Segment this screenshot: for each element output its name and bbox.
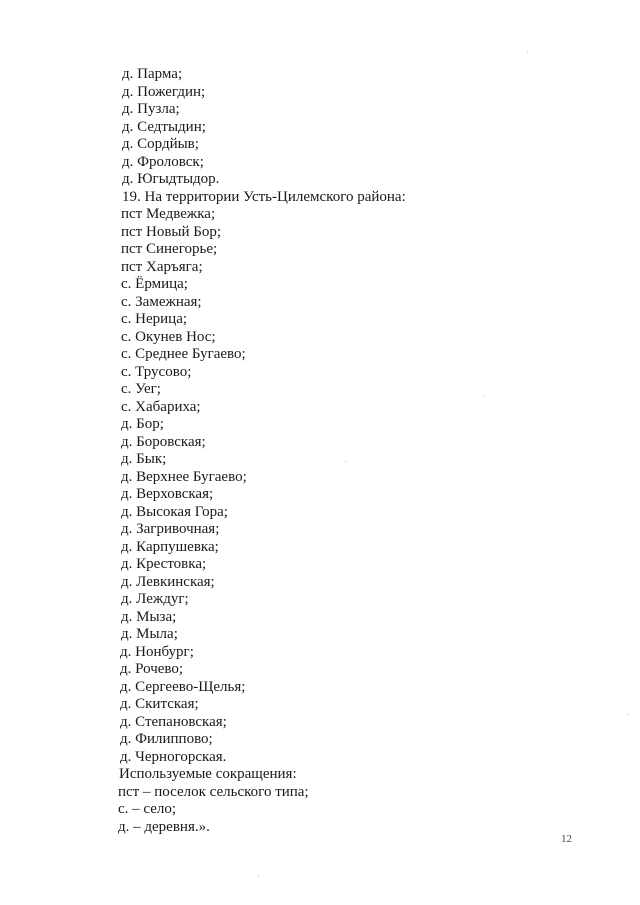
page-number: 12 <box>561 833 572 845</box>
list-item: д. Карпушевка; <box>121 538 219 555</box>
list-item: д. Парма; <box>122 66 183 82</box>
list-item: с. Замежная; <box>121 293 202 310</box>
list-item: д. Сергеево-Щелья; <box>120 678 246 695</box>
list-item: д. Крестовка; <box>121 556 207 572</box>
list-item: д. Пожегдин; <box>122 83 206 100</box>
abbreviation-item: д. – деревня.». <box>118 818 210 835</box>
list-item: пст Синегорье; <box>121 241 218 257</box>
section-heading: 19. На территории Усть-Цилемского района: <box>122 188 406 205</box>
list-item: д. Мыза; <box>121 608 177 625</box>
abbreviation-item: пст – поселок сельского типа; <box>118 783 309 800</box>
list-item: д. Леждуг; <box>121 591 189 607</box>
list-item: д. Левкинская; <box>121 573 215 590</box>
list-item: д. Филиппово; <box>120 731 213 747</box>
scan-speck <box>628 714 629 715</box>
list-item: д. Черногорская. <box>120 748 227 765</box>
list-item: д. Нонбург; <box>120 643 194 660</box>
scan-speck <box>258 876 259 877</box>
abbreviation-item: с. – село; <box>118 801 177 817</box>
list-item: д. Загривочная; <box>121 521 220 537</box>
list-item: пст Медвежка; <box>121 206 216 222</box>
list-item: с. Уег; <box>121 381 161 397</box>
list-item: д. Верховская; <box>121 486 214 502</box>
list-item: д. Скитская; <box>120 696 199 712</box>
list-item: с. Хабариха; <box>121 398 201 415</box>
abbreviations-heading: Используемые сокращения: <box>119 766 297 782</box>
list-item: д. Мыла; <box>121 626 178 642</box>
list-item: с. Окунев Нос; <box>121 328 216 345</box>
list-item: пст Новый Бор; <box>121 223 222 240</box>
list-item: д. Бык; <box>121 451 167 467</box>
list-item: с. Нерица; <box>121 311 188 327</box>
list-item: д. Пузла; <box>122 101 180 117</box>
list-item: д. Бор; <box>121 416 164 432</box>
scan-speck <box>527 52 528 53</box>
list-item: с. Среднее Бугаево; <box>121 346 246 362</box>
list-item: пст Харъяга; <box>121 258 203 275</box>
list-item: д. Фроловск; <box>122 153 204 170</box>
list-item: д. Сордйыв; <box>122 136 199 152</box>
list-item: д. Югыдтыдор. <box>122 171 220 187</box>
list-item: д. Седтыдин; <box>122 118 206 135</box>
list-item: д. Высокая Гора; <box>121 503 228 520</box>
list-item: д. Верхнее Бугаево; <box>121 468 247 485</box>
list-item: с. Ёрмица; <box>121 276 188 292</box>
list-item: д. Рочево; <box>120 661 184 677</box>
scan-speck <box>484 396 485 397</box>
list-item: д. Боровская; <box>121 433 206 450</box>
settlement-list <box>0 66 640 836</box>
list-item: д. Степановская; <box>120 713 227 730</box>
scan-speck <box>345 461 346 462</box>
list-item: с. Трусово; <box>121 363 192 380</box>
